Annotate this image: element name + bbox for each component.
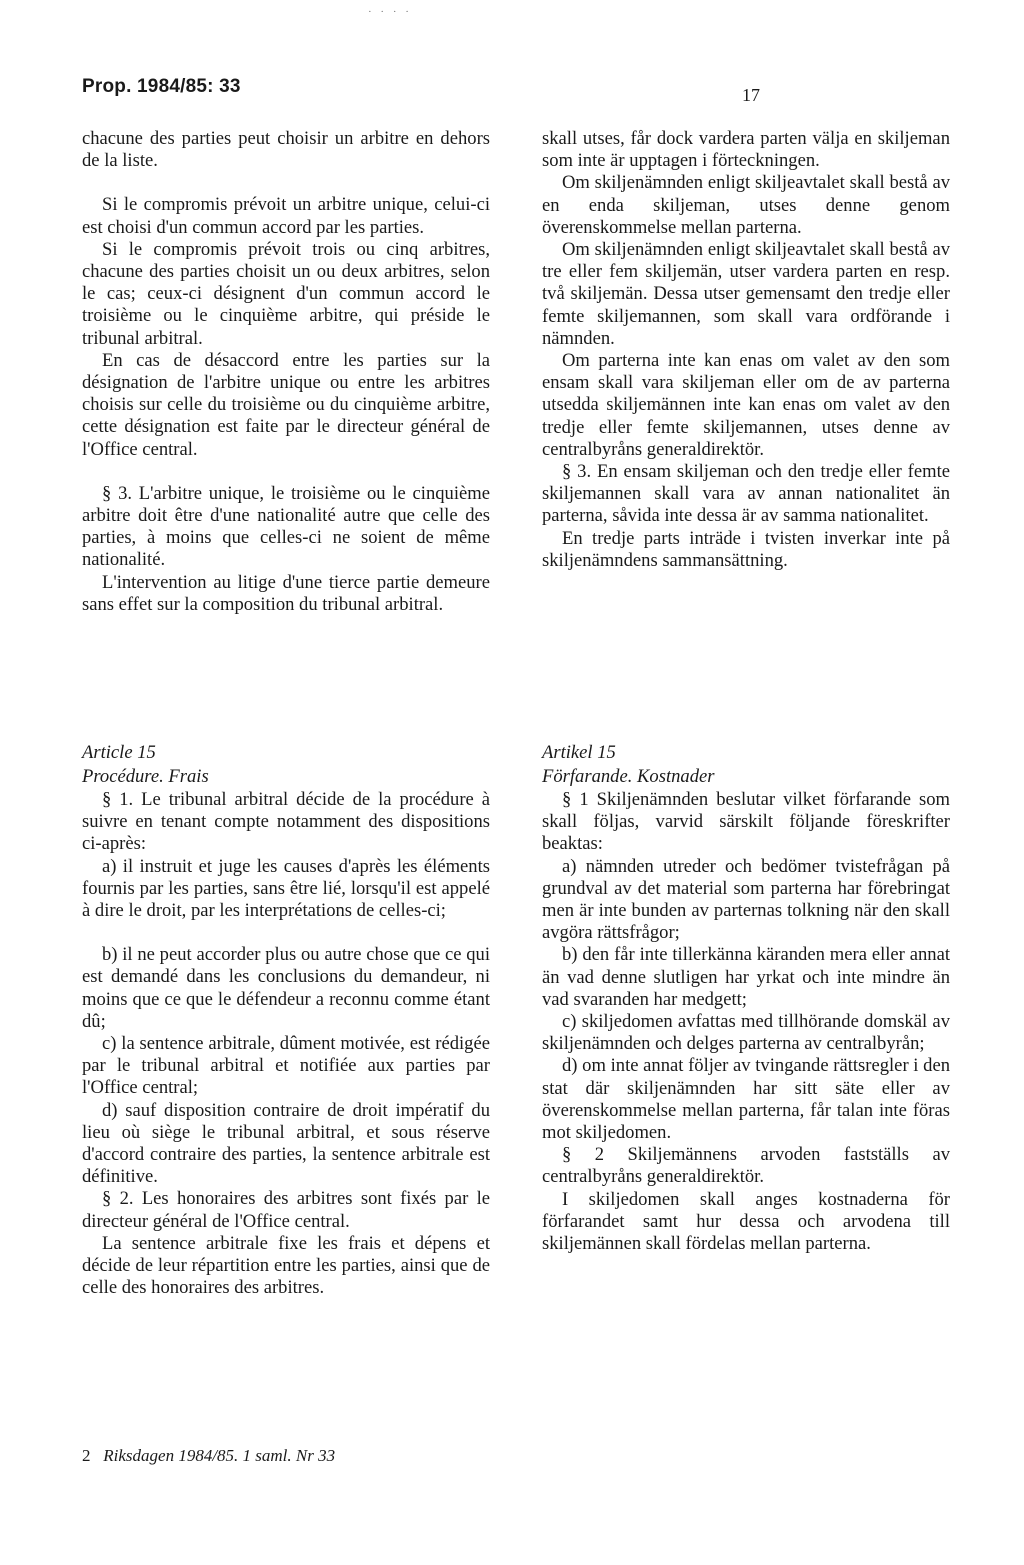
left-column-upper — [82, 128, 490, 616]
paragraph: chacune des parties peut choisir un arbitre en dehors de la liste. — [82, 128, 490, 172]
paragraph: § 3. L'arbitre unique, le troisième ou le cinquième arbitre doit être d'une nationalité autre que celle des parties, à moins que celles-ci ne soient de même nationalité. — [82, 482, 490, 571]
paragraph: b) den får inte tillerkänna käranden mera eller annat än vad denne slutligen har yrkat och inte mindre än vad svaranden har medgett; — [542, 944, 950, 1010]
paragraph: Om parterna inte kan enas om valet av den som ensam skall vara skiljeman eller om de av parterna utsedda skiljemännen inte kan enas om valet av den tredje eller femte skiljemannen, utses denne av centralbyråns generaldirektör. — [542, 350, 950, 460]
paragraph: Si le compromis prévoit un arbitre unique, celui-ci est choisi d'un commun accord par les parties. — [82, 194, 490, 238]
footer-number: 2 — [82, 1446, 91, 1465]
paragraph: En tredje parts inträde i tvisten inverkar inte på skiljenämndens sammansättning. — [542, 527, 950, 571]
paragraph: a) nämnden utreder och bedömer tvistefrågan på grundval av det material som parterna har förebringat men är inte bunden av parternas tolkning när den skall avgöra rättsfrågor; — [542, 855, 950, 944]
footer-note — [82, 1446, 335, 1466]
page-number: 17 — [742, 85, 760, 105]
proposition-label: Prop. 1984/85: 33 — [82, 76, 241, 97]
paragraph: § 3. En ensam skiljeman och den tredje eller femte skiljemannen skall vara av annan nationalitet än parterna, såvida inte dessa är av samma nationalitet. — [542, 461, 950, 527]
article-subtitle: Förfarande. Kostnader — [542, 766, 715, 787]
right-column-article — [542, 741, 950, 1255]
paragraph: § 2. Les honoraires des arbitres sont fixés par le directeur général de l'Office central. — [82, 1188, 490, 1232]
paragraph: Om skiljenämnden enligt skiljeavtalet skall bestå av tre eller fem skiljemän, utser vardera parten en resp. två skiljemän. Dessa utser gemensamt den tredje eller femte skiljemannen, som skall vara ordförande i nämnden. — [542, 239, 950, 349]
paragraph: d) om inte annat följer av tvingande rättsregler i den stat där skiljenämnden har sitt säte eller av överenskommelse mellan parterna, får talan inte föras mot skiljedomen. — [542, 1055, 950, 1144]
article-heading: Article 15 — [82, 742, 156, 763]
paragraph: I skiljedomen skall anges kostnaderna för förfarandet samt hur dessa och arvodena till skiljemännen skall fördelas mellan parterna. — [542, 1188, 950, 1255]
paragraph: b) il ne peut accorder plus ou autre chose que ce qui est demandé dans les conclusions du demandeur, ni moins que ce que le défendeur a reconnu comme étant dû; — [82, 944, 490, 1032]
page-header — [82, 76, 964, 106]
paragraph: Om skiljenämnden enligt skiljeavtalet skall bestå av en enda skiljeman, utses denne genom överenskommelse mellan parterna. — [542, 172, 950, 238]
paragraph: a) il instruit et juge les causes d'après les éléments fournis par les parties, sans être lié, lorsqu'il est appelé à dire le droit, par les interprétations de celles-ci; — [82, 855, 490, 922]
paragraph: § 2 Skiljemännens arvoden fastställs av centralbyråns generaldirektör. — [542, 1144, 950, 1188]
left-column-article — [82, 741, 490, 1299]
paragraph: § 1 Skiljenämnden beslutar vilket förfarande som skall följas, varvid särskilt följande föreskrifter beaktas: — [542, 789, 950, 855]
paragraph: skall utses, får dock vardera parten välja en skiljeman som inte är upptagen i förteckningen. — [542, 128, 950, 172]
paragraph: c) skiljedomen avfattas med tillhörande domskäl av skiljenämnden och delges parterna av centralbyrån; — [542, 1011, 950, 1055]
paragraph: La sentence arbitrale fixe les frais et dépens et décide de leur répartition entre les parties, ainsi que de celle des honoraires des arbitres. — [82, 1232, 490, 1299]
paragraph: L'intervention au litige d'une tierce partie demeure sans effet sur la composition du tribunal arbitral. — [82, 571, 490, 615]
paragraph: Si le compromis prévoit trois ou cinq arbitres, chacune des parties choisit un ou deux arbitres, selon le cas; ceux-ci désignent d'un commun accord le troisième ou le cinquième arbitre, qui préside le tribunal arbitral. — [82, 238, 490, 349]
paragraph: § 1. Le tribunal arbitral décide de la procédure à suivre en tenant compte notamment des dispositions ci-après: — [82, 789, 490, 855]
paragraph: c) la sentence arbitrale, dûment motivée, est rédigée par le tribunal arbitral et notifiée aux parties par l'Office central; — [82, 1033, 490, 1099]
right-column-upper — [542, 128, 950, 572]
footer-publication: Riksdagen 1984/85. 1 saml. Nr 33 — [103, 1446, 336, 1465]
article-heading: Artikel 15 — [542, 742, 616, 763]
paragraph: En cas de désaccord entre les parties sur la désignation de l'arbitre unique ou entre les arbitres choisis sur celle du troisième ou du cinquième arbitre, cette désignation est faite par le directeur général de l'Office central. — [82, 349, 490, 460]
paragraph: d) sauf disposition contraire de droit impératif du lieu où siège le tribunal arbitral, et sous réserve d'accord contraire des parties, la sentence arbitrale est définitive. — [82, 1099, 490, 1188]
article-subtitle: Procédure. Frais — [82, 766, 209, 787]
scan-artifact: · · · · — [368, 6, 412, 18]
